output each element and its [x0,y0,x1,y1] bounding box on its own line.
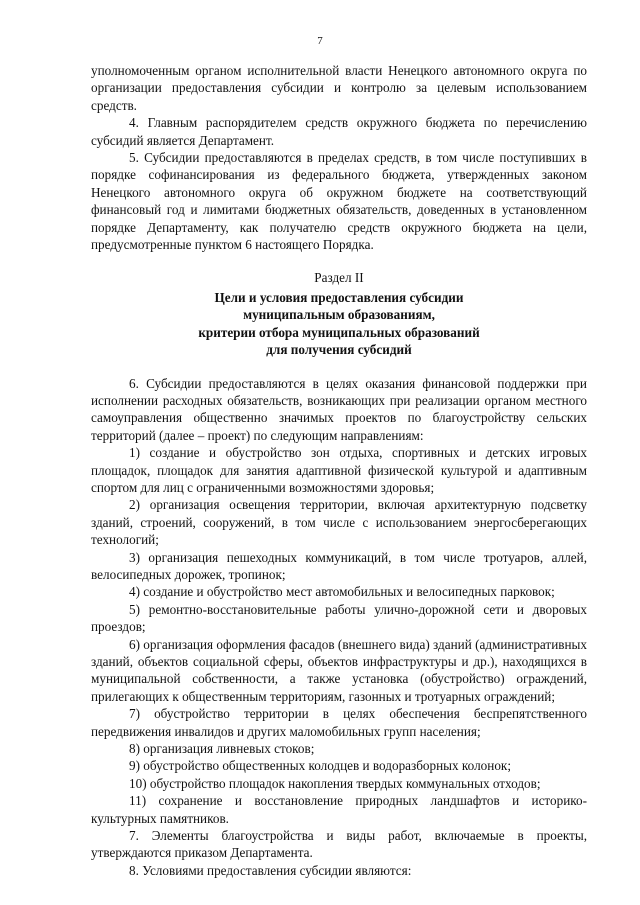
list-item-11: 11) сохранение и восстановление природных ландшафтов и историко-культурных памятников. [91,793,587,826]
section-title-line-1: Цели и условия предоставления субсидии [214,289,464,305]
document-body [91,62,587,879]
list-item-7: 7) обустройство территории в целях обеспечения беспрепятственного передвижения инвалидов и других маломобильных групп населения; [91,706,587,739]
list-item-1: 1) создание и обустройство зон отдыха, спортивных и детских игровых площадок, площадок для занятия адаптивной физической культурой и адаптивным спортом для лиц с ограниченными возможностями здоровья; [91,445,587,495]
page-number: 7 [317,35,323,47]
list-item-4: 4) создание и обустройство мест автомобильных и велосипедных парковок; [129,584,555,600]
paragraph-4: 4. Главным распорядителем средств окружного бюджета по перечислению субсидий является Департамент. [91,115,587,148]
paragraph-6: 6. Субсидии предоставляются в целях оказания финансовой поддержки при исполнении расходных обязательств, возникающих при реализации органом местного самоуправления общественно значимых проектов по благоустройству сельских территорий (далее – проект) по следующим направлениям: [91,375,587,443]
list-item-2: 2) организация освещения территории, включая архитектурную подсветку зданий, строений, сооружений, в том числе с использованием энергосберегающих технологий; [91,497,587,548]
paragraph-7: 7. Элементы благоустройства и виды работ, включаемые в проекты, утверждаются приказом Департамента. [91,828,587,861]
section-title-line-4: для получения субсидий [266,342,412,358]
section-title-line-2: муниципальным образованиям, [243,307,435,323]
list-item-6: 6) организация оформления фасадов (внешнего вида) зданий (административных зданий, объектов социальной сферы, объектов инфраструктуры и др.), находящихся в муниципальной собственности, а также установка (обустройство) ограждений, прилегающих к общественным территориям, газонных и тротуарных ограждений; [91,636,587,704]
list-item-3: 3) организация пешеходных коммуникаций, в том числе тротуаров, аллей, велосипедных дорожек, тропинок; [91,549,587,582]
paragraph-8: 8. Условиями предоставления субсидии являются: [129,862,412,878]
section-heading [91,269,587,358]
list-item-8: 8) организация ливневых стоков; [129,741,315,757]
list-item-5: 5) ремонтно-восстановительные работы улично-дорожной сети и дворовых проездов; [91,601,587,635]
list-item-10: 10) обустройство площадок накопления твердых коммунальных отходов; [129,775,541,791]
paragraph-5: 5. Субсидии предоставляются в пределах средств, в том числе поступивших в порядке софинансирования из федерального бюджета, утвержденных законом Ненецкого автономного округа об окружном бюджете на соответствующий финансовый год и лимитами бюджетных обязательств, доведенных в установленном порядке Департаменту, как получателю средств окружного бюджета на цели, предусмотренные пунктом 6 настоящего Порядка. [91,150,587,253]
list-item-9: 9) обустройство общественных колодцев и водоразборных колонок; [129,758,511,774]
section-title-line-3: критерии отбора муниципальных образований [198,324,480,340]
section-label: Раздел II [314,270,364,286]
paragraph-intro-continuation: уполномоченным органом исполнительной власти Ненецкого автономного округа по организации предоставления субсидии и контролю за целевым использованием средств. [91,63,587,113]
